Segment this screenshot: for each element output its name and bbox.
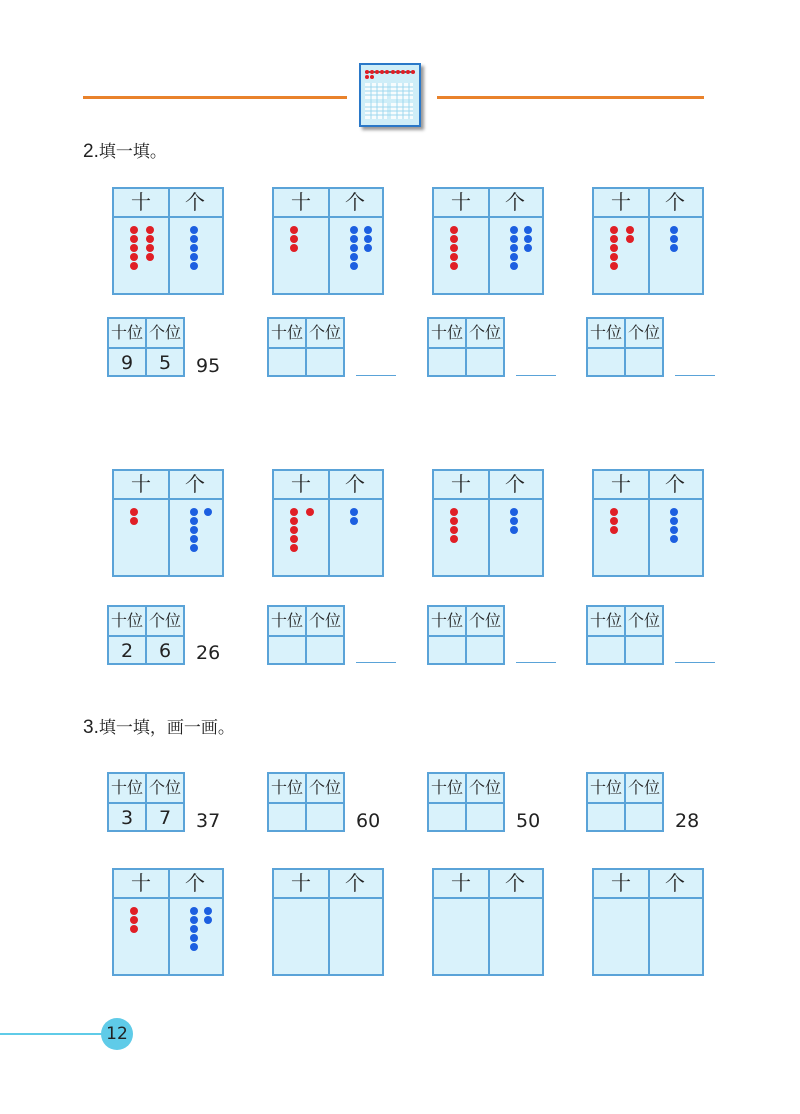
number-answer: 37 [196, 810, 221, 832]
ones-bead [350, 226, 358, 234]
tens-bead [130, 517, 138, 525]
ones-bead [190, 535, 198, 543]
tens-bead [306, 508, 314, 516]
ones-bead [510, 526, 518, 534]
tens-bead [130, 925, 138, 933]
pv-value-row [588, 637, 662, 665]
pv-value-row [269, 349, 343, 377]
pv-tens-digit[interactable] [269, 349, 307, 377]
ones-bead [510, 508, 518, 516]
ones-bead [670, 235, 678, 243]
pv-value-row [588, 804, 662, 832]
pv-header-row [269, 319, 343, 349]
tens-bead [130, 235, 138, 243]
abacus-divider [168, 471, 170, 575]
tens-bead [626, 226, 634, 234]
ones-bead [510, 244, 518, 252]
pv-value-row [429, 637, 503, 665]
ones-bead [364, 244, 372, 252]
tens-bead [146, 235, 154, 243]
place-value-abacus [272, 187, 384, 295]
ones-bead [350, 517, 358, 525]
ones-bead [190, 544, 198, 552]
pv-value-row [429, 804, 503, 832]
tens-bead [450, 535, 458, 543]
pv-value-row [109, 637, 183, 665]
place-value-table [107, 317, 185, 377]
tens-bead [130, 253, 138, 261]
tens-label: 十 [611, 871, 631, 895]
pv-value-row [109, 349, 183, 377]
answer-blank[interactable] [675, 375, 715, 376]
tens-label: 十 [291, 472, 311, 496]
tens-bead [290, 226, 298, 234]
pv-tens-digit[interactable] [429, 637, 467, 665]
tens-label: 十 [611, 472, 631, 496]
tens-bead [450, 235, 458, 243]
place-value-table [586, 317, 664, 377]
ones-label: 个 [505, 871, 525, 895]
ones-label: 个 [665, 190, 685, 214]
ones-bead [670, 535, 678, 543]
tens-bead [290, 508, 298, 516]
tens-bead [450, 508, 458, 516]
place-value-abacus [432, 868, 544, 976]
ones-bead [204, 508, 212, 516]
section-3-title: 填一填，画一画。 [98, 718, 235, 738]
tens-bead [626, 235, 634, 243]
ones-bead [524, 244, 532, 252]
ones-bead [350, 235, 358, 243]
page-number: 12 [101, 1018, 133, 1050]
ones-label: 个 [665, 472, 685, 496]
ones-label: 个 [665, 871, 685, 895]
ones-label: 个 [505, 190, 525, 214]
place-value-abacus [592, 868, 704, 976]
header-rule-right [437, 96, 704, 99]
abacus-divider [328, 870, 330, 974]
number-answer: 28 [675, 810, 700, 832]
tens-bead [130, 916, 138, 924]
number-answer: 60 [356, 810, 381, 832]
place-value-abacus [112, 469, 224, 577]
section-2-heading [83, 137, 167, 163]
pv-ones-digit[interactable] [467, 637, 503, 665]
pv-ones-header: 个位 [148, 611, 181, 630]
pv-header-row [429, 319, 503, 349]
place-value-abacus [272, 868, 384, 976]
pv-ones-digit[interactable] [307, 637, 343, 665]
pv-tens-digit[interactable] [269, 637, 307, 665]
pv-tens-digit[interactable] [429, 349, 467, 377]
tens-bead [146, 253, 154, 261]
ones-label: 个 [345, 190, 365, 214]
tens-bead [450, 526, 458, 534]
pv-ones-digit[interactable] [626, 804, 662, 832]
tens-label: 十 [291, 190, 311, 214]
pv-tens-digit[interactable]: 3 [109, 804, 147, 832]
pv-value-row [269, 804, 343, 832]
ones-bead [350, 253, 358, 261]
ones-label: 个 [505, 472, 525, 496]
ones-bead [364, 226, 372, 234]
tens-bead [290, 526, 298, 534]
pv-ones-header: 个位 [148, 778, 181, 797]
pv-ones-header: 个位 [627, 323, 660, 342]
pv-tens-header: 十位 [429, 319, 467, 347]
number-answer: 50 [516, 810, 541, 832]
tens-bead [146, 226, 154, 234]
ones-bead [190, 253, 198, 261]
pv-tens-header: 十位 [109, 319, 147, 347]
ones-bead [190, 907, 198, 915]
abacus-divider [648, 189, 650, 293]
ones-bead [670, 517, 678, 525]
ones-bead [190, 916, 198, 924]
ones-bead [190, 244, 198, 252]
ones-bead [190, 526, 198, 534]
abacus-divider [488, 870, 490, 974]
tens-bead [450, 253, 458, 261]
place-value-abacus [112, 187, 224, 295]
tens-bead [290, 235, 298, 243]
tens-bead [610, 508, 618, 516]
ones-bead [670, 244, 678, 252]
ones-bead [190, 934, 198, 942]
pv-header-row [269, 607, 343, 637]
ones-bead [670, 508, 678, 516]
ones-label: 个 [345, 871, 365, 895]
ones-bead [670, 226, 678, 234]
tens-bead [610, 517, 618, 525]
tens-bead [610, 235, 618, 243]
pv-ones-digit[interactable] [626, 349, 662, 377]
ones-bead [190, 235, 198, 243]
pv-tens-digit[interactable] [269, 804, 307, 832]
pv-tens-header: 十位 [269, 607, 307, 635]
place-value-table [267, 317, 345, 377]
pv-tens-header: 十位 [269, 774, 307, 802]
section-2-number: 2. [83, 141, 99, 162]
ones-bead [524, 235, 532, 243]
pv-ones-digit[interactable]: 6 [158, 640, 172, 662]
pv-header-row [429, 607, 503, 637]
pv-tens-header: 十位 [588, 319, 626, 347]
ones-bead [350, 262, 358, 270]
pv-tens-header: 十位 [269, 319, 307, 347]
ones-bead [510, 262, 518, 270]
pv-tens-header: 十位 [109, 607, 147, 635]
tens-bead [130, 508, 138, 516]
ones-bead [204, 916, 212, 924]
tens-label: 十 [451, 871, 471, 895]
ones-bead [190, 943, 198, 951]
place-value-abacus [592, 469, 704, 577]
tens-bead [610, 262, 618, 270]
answer-blank[interactable] [516, 375, 556, 376]
abacus-divider [488, 189, 490, 293]
tens-bead [130, 262, 138, 270]
number-answer: 26 [196, 642, 221, 664]
ones-bead [190, 517, 198, 525]
place-value-abacus [432, 187, 544, 295]
tens-bead [450, 262, 458, 270]
pv-header-row [429, 774, 503, 804]
ones-bead [190, 262, 198, 270]
pv-header-row [109, 774, 183, 804]
ones-bead [350, 244, 358, 252]
ones-bead [190, 925, 198, 933]
pv-ones-digit[interactable] [626, 637, 662, 665]
tens-bead [290, 517, 298, 525]
abacus-divider [168, 189, 170, 293]
footer-line [0, 1033, 106, 1035]
pv-ones-header: 个位 [308, 323, 341, 342]
pv-ones-header: 个位 [627, 611, 660, 630]
pv-ones-header: 个位 [308, 611, 341, 630]
tens-bead [130, 907, 138, 915]
pv-value-row [109, 804, 183, 832]
answer-blank[interactable] [356, 662, 396, 663]
tens-label: 十 [291, 871, 311, 895]
pv-tens-digit[interactable] [588, 349, 626, 377]
place-value-table [427, 317, 505, 377]
pv-tens-digit[interactable]: 2 [109, 637, 147, 665]
pv-ones-header: 个位 [148, 323, 181, 342]
pv-ones-header: 个位 [468, 323, 501, 342]
answer-blank[interactable] [516, 662, 556, 663]
pv-tens-header: 十位 [588, 774, 626, 802]
place-value-table [267, 772, 345, 832]
abacus-divider [168, 870, 170, 974]
section-2-title: 填一填。 [98, 142, 167, 162]
ones-bead [510, 253, 518, 261]
ones-bead [510, 235, 518, 243]
pv-header-row [588, 607, 662, 637]
pv-tens-header: 十位 [429, 774, 467, 802]
ones-bead [670, 526, 678, 534]
ones-bead [510, 517, 518, 525]
tens-label: 十 [451, 190, 471, 214]
pv-ones-digit[interactable] [467, 349, 503, 377]
tens-bead [450, 226, 458, 234]
pv-value-row [269, 637, 343, 665]
tens-bead [610, 526, 618, 534]
tens-label: 十 [451, 472, 471, 496]
pv-tens-header: 十位 [429, 607, 467, 635]
ones-bead [364, 235, 372, 243]
place-value-table [586, 605, 664, 665]
pv-tens-digit[interactable] [588, 804, 626, 832]
pv-tens-digit[interactable] [429, 804, 467, 832]
number-answer: 95 [196, 355, 221, 377]
tens-bead [130, 244, 138, 252]
pv-header-row [588, 774, 662, 804]
place-value-abacus [272, 469, 384, 577]
tens-bead [610, 226, 618, 234]
tens-bead [130, 226, 138, 234]
answer-blank[interactable] [675, 662, 715, 663]
answer-blank[interactable] [356, 375, 396, 376]
pv-tens-digit[interactable]: 9 [109, 349, 147, 377]
tens-bead [450, 244, 458, 252]
tens-bead [290, 244, 298, 252]
pv-ones-header: 个位 [468, 611, 501, 630]
ones-label: 个 [185, 472, 205, 496]
pv-tens-header: 十位 [588, 607, 626, 635]
place-value-table [107, 605, 185, 665]
pv-value-row [588, 349, 662, 377]
abacus-divider [328, 471, 330, 575]
tens-bead [290, 544, 298, 552]
tens-label: 十 [131, 871, 151, 895]
tens-bead [290, 535, 298, 543]
section-3-heading [83, 713, 235, 739]
pv-ones-digit[interactable] [307, 349, 343, 377]
abacus-divider [648, 870, 650, 974]
tens-bead [146, 244, 154, 252]
pv-ones-digit[interactable]: 5 [158, 352, 172, 374]
pv-header-row [588, 319, 662, 349]
abacus-divider [328, 189, 330, 293]
tens-bead [450, 517, 458, 525]
pv-ones-digit[interactable]: 7 [158, 807, 172, 829]
pv-tens-header: 十位 [109, 774, 147, 802]
place-value-abacus [592, 187, 704, 295]
place-value-abacus [432, 469, 544, 577]
pv-header-row [269, 774, 343, 804]
ones-label: 个 [345, 472, 365, 496]
ones-bead [190, 508, 198, 516]
ones-bead [204, 907, 212, 915]
tens-label: 十 [131, 472, 151, 496]
tens-bead [610, 253, 618, 261]
abacus-divider [648, 471, 650, 575]
place-value-table [586, 772, 664, 832]
ones-label: 个 [185, 871, 205, 895]
place-value-table [427, 605, 505, 665]
pv-ones-digit[interactable] [307, 804, 343, 832]
tens-label: 十 [131, 190, 151, 214]
place-value-table [267, 605, 345, 665]
pv-ones-header: 个位 [627, 778, 660, 797]
ones-bead [190, 226, 198, 234]
place-value-abacus [112, 868, 224, 976]
header-rule-left [83, 96, 347, 99]
abacus-divider [488, 471, 490, 575]
pv-tens-digit[interactable] [588, 637, 626, 665]
place-value-table [427, 772, 505, 832]
abacus-bead-icon [359, 63, 421, 127]
pv-value-row [429, 349, 503, 377]
ones-bead [524, 226, 532, 234]
pv-header-row [109, 319, 183, 349]
tens-bead [610, 244, 618, 252]
pv-ones-digit[interactable] [467, 804, 503, 832]
pv-ones-header: 个位 [468, 778, 501, 797]
ones-bead [510, 226, 518, 234]
ones-label: 个 [185, 190, 205, 214]
tens-label: 十 [611, 190, 631, 214]
ones-bead [350, 508, 358, 516]
pv-header-row [109, 607, 183, 637]
pv-ones-header: 个位 [308, 778, 341, 797]
place-value-table [107, 772, 185, 832]
section-3-number: 3. [83, 717, 99, 738]
